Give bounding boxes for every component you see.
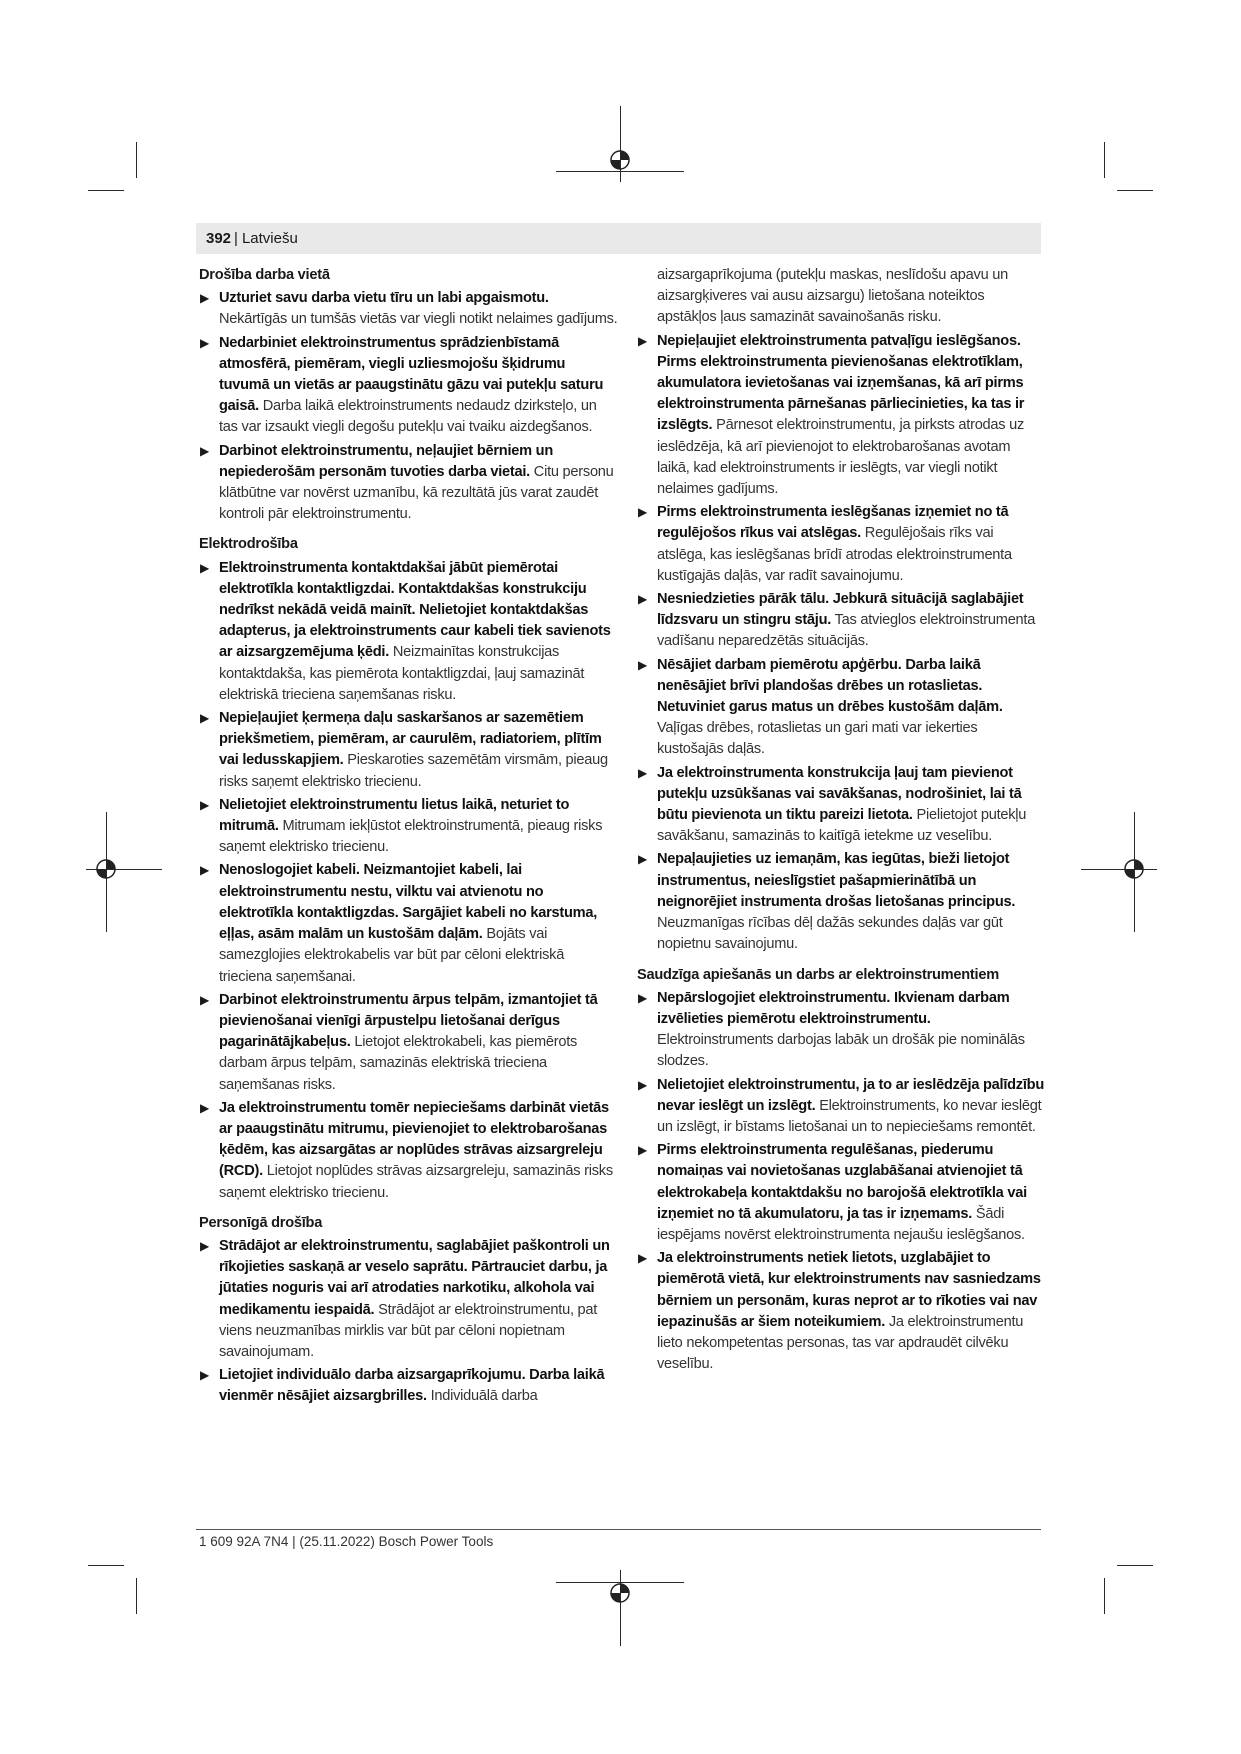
- bullet-arrow-icon: ▶: [638, 505, 647, 520]
- page-number: 392: [206, 230, 232, 247]
- bullet-arrow-icon: ▶: [638, 592, 647, 607]
- crop-mark: [1104, 1578, 1105, 1614]
- list-item: [199, 1236, 619, 1363]
- item-text: Vaļīgas drēbes, rotaslietas un gari mati var iekerties kustošajās daļās.: [657, 720, 978, 758]
- item-text: Elektroinstruments, ko nevar ieslēgt un izslēgt, ir bīstams lietošanai un to nepieciešams remontēt.: [657, 1097, 1042, 1135]
- crop-mark: [1117, 190, 1153, 191]
- item-bold-text: Pirms elektroinstrumenta ieslēgšanas izņemiet no tā regulējošos rīkus vai atslēgas.: [657, 504, 1009, 542]
- item-bold-text: Nedarbiniet elektroinstrumentus sprādzienbīstamā atmosfērā, piemēram, viegli uzliesmojošu šķidrumu tuvumā un vietās ar paaugstinātu gāzu vai putekļu saturu gaisā.: [219, 334, 604, 415]
- list-item: [637, 589, 1044, 653]
- list-item: [199, 288, 619, 330]
- item-text: Darba laikā elektroinstruments nedaudz dzirksteļo, un tas var izsaukt viegli degošu putekļu vai tvaiku aizdegšanos.: [219, 398, 597, 436]
- item-text: Regulējošais rīks vai atslēga, kas ieslēgšanas brīdī atrodas elektroinstrumenta kustīgajās daļās, var radīt savainojumu.: [657, 525, 1012, 584]
- item-bold-text: Nepārslogojiet elektroinstrumentu. Ikvienam darbam izvēlieties piemērotu elektroinstrumentu.: [657, 989, 1010, 1027]
- bullet-arrow-icon: ▶: [638, 657, 647, 672]
- bullet-arrow-icon: ▶: [200, 1100, 209, 1115]
- section-heading: Personīgā drošība: [199, 1214, 323, 1231]
- item-text: Pieskaroties sazemētām virsmām, pieaug risks saņemt elektrisko triecienu.: [219, 752, 608, 790]
- bullet-arrow-icon: ▶: [200, 1238, 209, 1253]
- list-item: [199, 1098, 619, 1204]
- registration-target-icon: [95, 858, 117, 880]
- item-bold-text: Nelietojiet elektroinstrumentu, ja to ar ieslēdzēja palīdzību nevar ieslēgt un izslēgt.: [657, 1076, 1044, 1114]
- bullet-arrow-icon: ▶: [638, 1077, 647, 1092]
- bullet-arrow-icon: ▶: [200, 992, 209, 1007]
- list-item: [637, 763, 1044, 848]
- list-item: [199, 795, 619, 859]
- registration-line: [556, 171, 684, 172]
- item-text: Pielietojot putekļu savākšanu, samazinās to kaitīgā ietekme uz veselību.: [657, 807, 1027, 845]
- bullet-arrow-icon: ▶: [200, 560, 209, 575]
- crop-mark: [1117, 1565, 1153, 1566]
- list-item: [199, 708, 619, 793]
- bullet-arrow-icon: ▶: [638, 990, 647, 1005]
- item-bold-text: Nenoslogojiet kabeli. Neizmantojiet kabeli, lai elektroinstrumentu nestu, vilktu vai atvienotu no elektrotīkla kontaktligzdas. Sargājiet kabeli no karstuma, eļļas, asām malām un kustošām daļām.: [219, 862, 598, 943]
- item-text: Elektroinstruments darbojas labāk un drošāk pie nominālās slodzes.: [657, 1032, 1025, 1070]
- right-column: [637, 265, 1044, 1375]
- item-bold-text: Strādājot ar elektroinstrumentu, saglabājiet paškontroli un rīkojieties saskaņā ar veselo saprātu. Pārtrauciet darbu, ja jūtaties noguris vai arī atrodaties narkotiku, alkohola vai medikamentu iespaidā.: [219, 1237, 610, 1318]
- list-item: [199, 990, 619, 1096]
- list-item: [637, 502, 1044, 587]
- bullet-arrow-icon: ▶: [200, 335, 209, 350]
- item-bold-text: Lietojiet individuālo darba aizsargaprīkojumu. Darba laikā vienmēr nēsājiet aizsargbrilles.: [219, 1367, 605, 1405]
- left-column: [199, 265, 619, 1408]
- bullet-arrow-icon: ▶: [200, 797, 209, 812]
- item-text: Lietojot noplūdes strāvas aizsargreleju, samazinās risks saņemt elektrisko triecienu.: [219, 1163, 613, 1201]
- list-item: [637, 988, 1044, 1073]
- item-text: Strādājot ar elektroinstrumentu, pat viens neuzmanības mirklis var būt par cēloni nopietnam savainojumam.: [219, 1301, 598, 1360]
- item-text: Tas atvieglos elektroinstrumenta vadīšanu neparedzētās situācijās.: [657, 612, 1036, 650]
- registration-target-icon: [609, 149, 631, 171]
- bullet-arrow-icon: ▶: [638, 1251, 647, 1266]
- header-text: [206, 230, 298, 247]
- item-text: Neizmainītas konstrukcijas kontaktdakša, kas piemērota kontaktligzdai, ļauj samazināt elektriskā trieciena saņemšanas risku.: [219, 644, 585, 703]
- item-bold-text: Elektroinstrumenta kontaktdakšai jābūt piemērotai elektrotīkla kontaktligzdai. Kontaktdakšas konstrukciju nedrīkst nekādā veidā mainīt. Nelietojiet kontaktdakšas adapterus, ja elektroinstruments caur kabeli tiek savienots ar aizsargzemējuma ķēdi.: [219, 559, 611, 661]
- item-bold-text: Ja elektroinstruments netiek lietots, uzglabājiet to piemērotā vietā, kur elektroinstruments nav sasniedzams bērniem un personām, kuras neprot ar to rīkoties vai nav iepazinušās ar šiem noteikumiem.: [657, 1250, 1041, 1330]
- item-bold-text: Darbinot elektroinstrumentu ārpus telpām, izmantojiet tā pievienošanai vienīgi ārpustelpu lietošanai derīgus pagarinātājkabeļus.: [219, 991, 598, 1051]
- list-item: [637, 849, 1044, 955]
- bullet-arrow-icon: ▶: [638, 852, 647, 867]
- continuation-text: aizsargaprīkojuma (putekļu maskas, neslīdošu apavu un aizsargķiveres vai ausu aizsargu) lietošana noteiktos apstākļos ļaus samazināt savainošanās risku.: [657, 267, 1008, 326]
- list-item: [199, 441, 619, 526]
- bullet-arrow-icon: ▶: [200, 1368, 209, 1383]
- bullet-arrow-icon: ▶: [200, 443, 209, 458]
- item-text: Lietojot elektrokabeli, kas piemērots darbam ārpus telpām, samazinās elektriskā trieciena saņemšanas risks.: [219, 1034, 578, 1093]
- item-text: Individuālā darba: [430, 1388, 538, 1405]
- list-item: [199, 1365, 619, 1407]
- header-separator: |: [234, 230, 238, 247]
- crop-mark: [136, 142, 137, 178]
- list-item: [637, 1248, 1044, 1375]
- item-bold-text: Nēsājiet darbam piemērotu apģērbu. Darba laikā nenēsājiet brīvi plandošas drēbes un rotaslietas. Netuviniet garus matus un drēbes kustošām daļām.: [657, 656, 1003, 716]
- item-text: Neuzmanīgas rīcības dēļ dažās sekundes daļās var gūt nopietnu savainojumu.: [657, 915, 1003, 953]
- item-bold-text: Nepieļaujiet ķermeņa daļu saskaršanos ar sazemētiem priekšmetiem, piemēram, ar caurulēm, radiatoriem, plītīm vai ledusskapjiem.: [219, 710, 602, 769]
- item-bold-text: Darbinot elektroinstrumentu, neļaujiet bērniem un nepiederošām personām tuvoties darba vietai.: [219, 442, 553, 480]
- item-text: Mitrumam iekļūstot elektroinstrumentā, pieaug risks saņemt elektrisko triecienu.: [219, 818, 603, 856]
- list-item: [199, 333, 619, 439]
- list-item: [637, 1075, 1044, 1139]
- item-text: Citu personu klātbūtne var novērst uzmanību, kā rezultātā jūs varat zaudēt kontroli pār elektroinstrumentu.: [219, 463, 614, 523]
- bullet-arrow-icon: ▶: [200, 863, 209, 878]
- crop-mark: [88, 1565, 124, 1566]
- item-bold-text: Uzturiet savu darba vietu tīru un labi apgaismotu.: [219, 290, 549, 307]
- bullet-arrow-icon: ▶: [638, 1143, 647, 1158]
- list-item: [637, 655, 1044, 761]
- bullet-arrow-icon: ▶: [638, 765, 647, 780]
- item-bold-text: Nesniedzieties pārāk tālu. Jebkurā situācijā saglabājiet līdzsvaru un stingru stāju.: [657, 591, 1024, 629]
- bullet-arrow-icon: ▶: [200, 291, 209, 306]
- footer-text: 1 609 92A 7N4 | (25.11.2022) Bosch Power Tools: [199, 1534, 494, 1549]
- registration-line: [1081, 869, 1157, 870]
- section-heading: Drošība darba vietā: [199, 267, 330, 283]
- section-heading: Saudzīga apiešanās un darbs ar elektroinstrumentiem: [637, 966, 999, 983]
- registration-target-icon: [609, 1582, 631, 1604]
- item-text: Šādi iespējams novērst elektroinstrumenta nejaušu ieslēgšanos.: [657, 1205, 1025, 1243]
- crop-mark: [136, 1578, 137, 1614]
- section-heading: Elektrodrošība: [199, 536, 298, 553]
- item-text: Bojāts vai samezglojies elektrokabelis var būt par cēloni elektriskā trieciena saņemšanai.: [219, 926, 565, 985]
- item-bold-text: Pirms elektroinstrumenta regulēšanas, piederumu nomaiņas vai novietošanas uzglabāšanai atvienojiet tā elektrokabeļa kontaktdakšu no barojošā elektrotīkla vai izņemiet no tā akumulatoru, ja tas ir izņemams.: [657, 1142, 1027, 1222]
- bullet-arrow-icon: ▶: [200, 711, 209, 726]
- item-text: Pārnesot elektroinstrumentu, ja pirksts atrodas uz ieslēdzēja, kā arī pievienojot to elektrobarošanas avotam laikā, kad elektroinstruments ir ieslēgts, var viegli notikt nelaimes gadījums.: [657, 417, 1025, 498]
- item-text: Ja elektroinstrumentu lieto nekompetentas personas, tas var apdraudēt cilvēku veselību.: [657, 1313, 1024, 1373]
- item-bold-text: Nepaļaujieties uz iemaņām, kas iegūtas, bieži lietojot instrumentus, neieslīgstiet pašapmierinātībā un neignorējiet instrumenta drošas lietošanas principus.: [657, 851, 1016, 910]
- header-language: Latviešu: [241, 230, 298, 247]
- list-item: [637, 1140, 1044, 1246]
- page-header: [196, 223, 1041, 254]
- bullet-arrow-icon: ▶: [638, 333, 647, 348]
- item-bold-text: Ja elektroinstrumenta konstrukcija ļauj tam pievienot putekļu uzsūkšanas vai savākšanas, nodrošiniet, lai tā būtu pievienota un tiktu pareizi lietota.: [657, 764, 1022, 824]
- footer-divider: [196, 1529, 1041, 1530]
- list-item: [199, 558, 619, 706]
- item-bold-text: Ja elektroinstrumentu tomēr nepieciešams darbināt vietās ar paaugstinātu mitrumu, pievienojiet to elektrobarošanas ķēdēm, kas aizsargātas ar noplūdes strāvas aizsargreleju (RCD).: [219, 1099, 609, 1180]
- item-text: Nekārtīgās un tumšās vietās var viegli notikt nelaimes gadījums.: [219, 311, 618, 328]
- item-bold-text: Nelietojiet elektroinstrumentu lietus laikā, neturiet to mitrumā.: [219, 796, 570, 835]
- crop-mark: [1104, 142, 1105, 178]
- crop-mark: [88, 190, 124, 191]
- item-bold-text: Nepieļaujiet elektroinstrumenta patvaļīgu ieslēgšanos. Pirms elektroinstrumenta pievienošanas elektrotīklam, akumulatora ievietošanas vai izņemšanas, kā arī pirms elektroinstrumenta pārnešanas pārliecinieties, ka tas ir izslēgts.: [657, 332, 1025, 434]
- list-item: [637, 331, 1044, 501]
- registration-target-icon: [1123, 858, 1145, 880]
- list-item: [199, 860, 619, 987]
